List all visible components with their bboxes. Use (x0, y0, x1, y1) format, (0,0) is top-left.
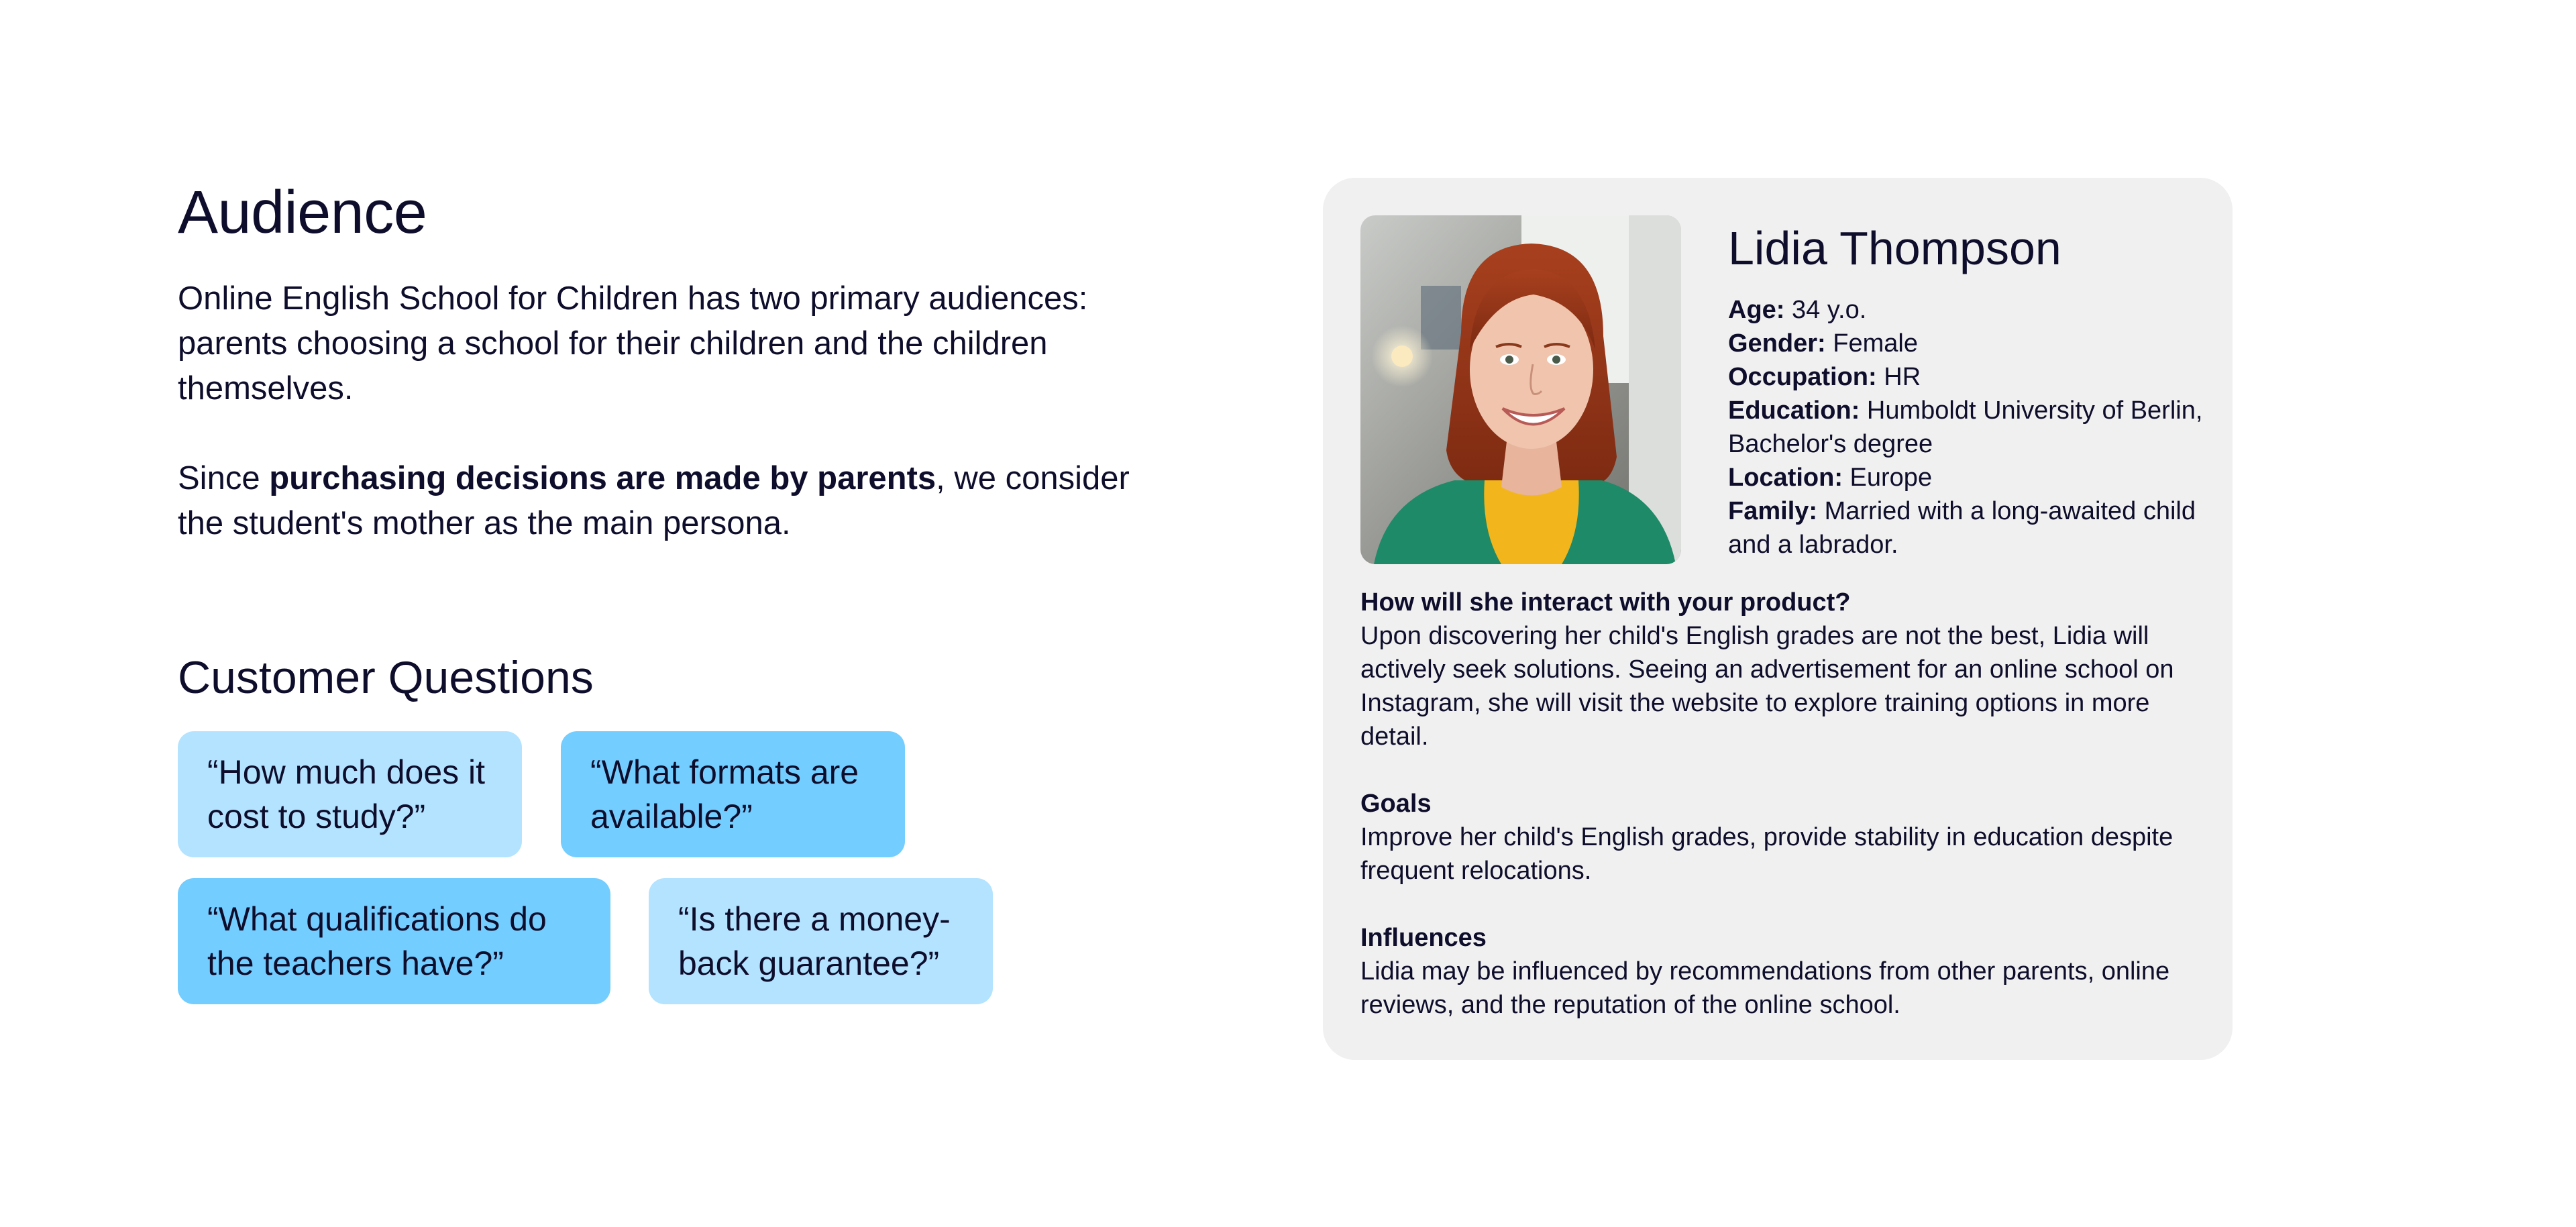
audience-section (178, 176, 1130, 546)
fact-value: Europe (1842, 464, 1933, 492)
section-title: Influences (1360, 924, 1487, 952)
persona-card (1323, 178, 2233, 1060)
section-goals (1360, 787, 2206, 888)
section-title: How will she interact with your product? (1360, 588, 1851, 617)
section-title: Goals (1360, 790, 1432, 818)
question-bubble: “Is there a money-back guarantee?” (649, 878, 993, 1004)
audience-paragraph-2-end: , we consider the student's mother as the main persona. (178, 460, 1130, 541)
fact-age (1728, 293, 2211, 327)
fact-label: Family: (1728, 497, 1818, 525)
section-body: Upon discovering her child's English grades are not the best, Lidia will actively seek solutions. Seeing an advertisement for an online school on Instagram, she will visit the website to explore training options in more detail. (1360, 622, 2174, 751)
question-bubble: “What qualifications do the teachers have?” (178, 878, 610, 1004)
fact-label: Location: (1728, 464, 1843, 492)
fact-value: HR (1876, 363, 1921, 391)
fact-value: Humboldt University of Berlin, Bachelor's degree (1728, 396, 2203, 458)
fact-gender (1728, 327, 2211, 360)
fact-label: Education: (1728, 396, 1860, 425)
question-bubble: “What formats are available?” (561, 731, 905, 857)
persona-facts (1728, 293, 2211, 562)
portrait-image (1360, 215, 1681, 564)
question-bubble: “How much does it cost to study?” (178, 731, 522, 857)
fact-location (1728, 461, 2211, 494)
fact-label: Occupation: (1728, 363, 1877, 391)
fact-value: 34 y.o. (1784, 296, 1867, 324)
audience-paragraph-2 (178, 456, 1130, 546)
audience-title: Audience (178, 179, 427, 246)
section-influences (1360, 921, 2206, 1022)
audience-paragraph-1: Online English School for Children has two primary audiences: parents choosing a school for their children and the children themselves. (178, 280, 1088, 407)
section-interaction (1360, 586, 2206, 753)
fact-occupation (1728, 360, 2211, 394)
fact-label: Gender: (1728, 329, 1826, 358)
fact-value: Married with a long-awaited child and a labrador. (1728, 497, 2196, 559)
persona-details (1360, 586, 2206, 1022)
fact-value: Female (1825, 329, 1918, 358)
audience-paragraph-2-emphasis: purchasing decisions are made by parents (269, 460, 936, 496)
customer-questions-title: Customer Questions (178, 652, 594, 703)
fact-family (1728, 494, 2211, 562)
persona-name: Lidia Thompson (1728, 222, 2061, 274)
fact-label: Age: (1728, 296, 1785, 324)
section-body: Lidia may be influenced by recommendations from other parents, online reviews, and the reputation of the online school. (1360, 957, 2170, 1019)
section-body: Improve her child's English grades, provide stability in education despite frequent relocations. (1360, 823, 2174, 885)
persona-photo (1360, 215, 1681, 564)
fact-education (1728, 394, 2211, 461)
audience-paragraph-2-start: Since (178, 460, 270, 496)
